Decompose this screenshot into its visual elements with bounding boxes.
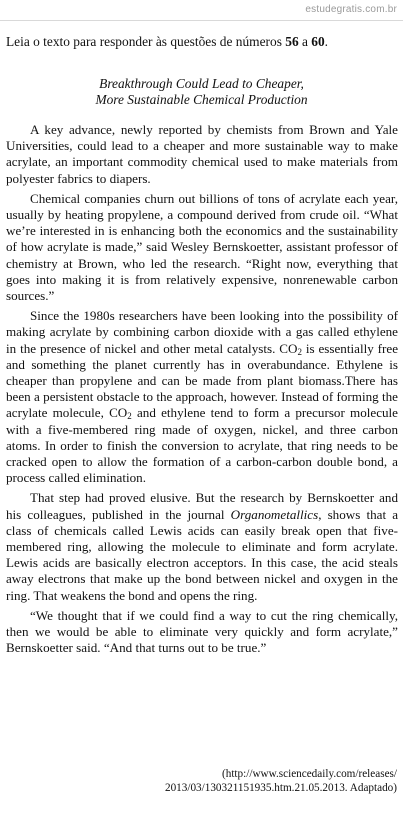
question-start: 56 [285, 34, 299, 49]
paragraph-5: “We thought that if we could find a way to cut the ring chemically, then we would be able to eliminate very quickly and form acrylate,” Bernskoetter said. “And that turns out to be true.” [6, 607, 398, 656]
paragraph-2: Chemical companies churn out billions of tons of acrylate each year, usually by heating propylene, a compound derived from crude oil. “What we’re interested in is enhancing both the economics and the sustainability of how acrylate is made,” said Wesley Bernskoetter, assistant professor of chemistry at Brown, who led the research. “Right now, everything that goes into making it is from relatively expensive, nonrenewable carbon sources.” [6, 190, 398, 304]
source-line-1: (http://www.sciencedaily.com/releases/ [222, 768, 397, 780]
journal-name: Organometallics [230, 506, 319, 522]
instruction-line [6, 34, 328, 50]
paragraph-3-part-3: and ethylene tend to form a precursor molecule with a five-membered ring made of oxygen, nickel, and three carbon atoms. In order to finish the conversion to acrylate, that ring needs to be cracked open to allow the formation of a carbon-carbon double bond, a process called elimination. [6, 405, 398, 486]
source-line-2: 2013/03/130321151935.htm.21.05.2013. Adaptado) [164, 782, 397, 794]
title-line-1: Breakthrough Could Lead to Cheaper, [99, 76, 304, 91]
paragraph-4-part-1: That step had proved elusive. But the research by Bernskoetter and his colleagues, published in the journal [6, 490, 398, 522]
site-watermark: estudegratis.com.br [305, 4, 397, 15]
title-line-2: More Sustainable Chemical Production [95, 92, 308, 107]
article-title [0, 76, 403, 108]
subscript-2: 2 [127, 411, 132, 422]
paragraph-4-part-2: , shows that a class of chemicals called Lewis acids can easily break open that five-membered ring, allowing the molecule to eliminate and form acrylate. Lewis acids are basically electron acceptors. In this case, the acid steals away electrons that make up the bond between nickel and oxygen in the ring. That weakens the bond and opens the ring. [6, 506, 398, 603]
header-divider [0, 20, 403, 21]
paragraph-3-part-2: is essentially free and something the planet currently has in overabundance. Ethylene is cheaper than propylene and can be made from plant biomass.There has been a persistent obstacle to the approach, however. Instead of forming the acrylate molecule, CO [6, 340, 399, 421]
paragraph-1: A key advance, newly reported by chemists from Brown and Yale Universities, could lead to a cheaper and more sustainable way to make acrylate, an important commodity chemical used to make materials from polyester fabrics to diapers. [6, 122, 398, 186]
paragraph-3 [6, 308, 398, 486]
instruction-mid: a [298, 34, 312, 49]
instruction-suffix: . [324, 34, 329, 49]
article-body [6, 122, 398, 657]
subscript-2: 2 [297, 346, 302, 357]
instruction-prefix: Leia o texto para responder às questões de números [6, 34, 286, 49]
source-citation [165, 767, 397, 795]
question-end: 60 [311, 34, 325, 49]
paragraph-3-part-1: Since the 1980s researchers have been looking into the possibility of making acrylate by combining carbon dioxide with a gas called ethylene in the presence of nickel and other metal catalysts. CO [6, 308, 398, 356]
paragraph-4 [6, 490, 398, 603]
